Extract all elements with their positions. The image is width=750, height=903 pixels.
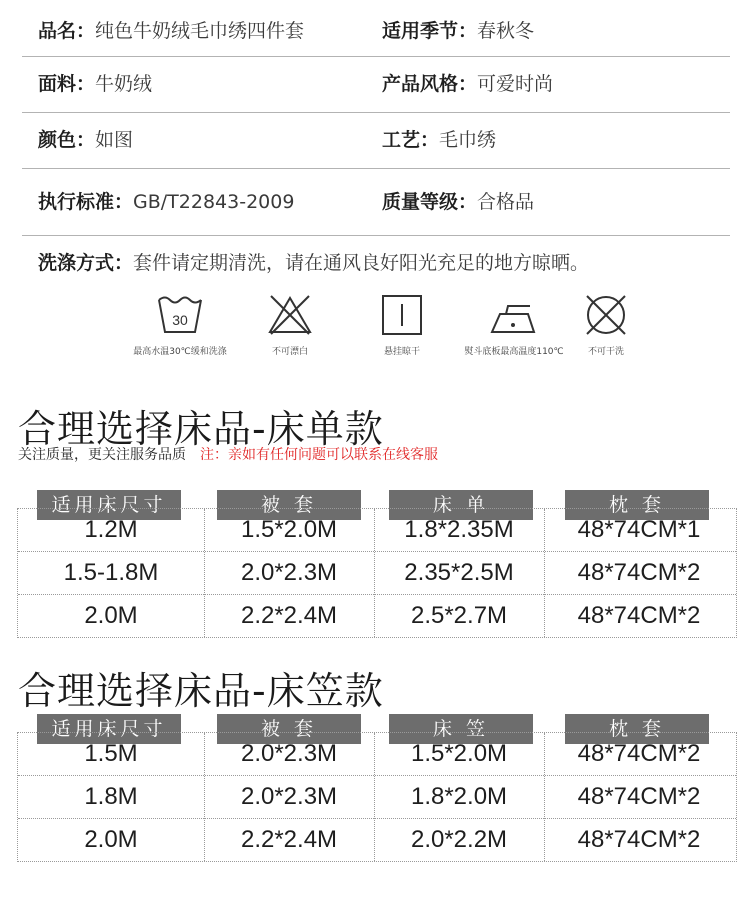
care-caption: 悬挂晾干	[383, 347, 420, 357]
cell-fitted-sheet: 2.0*2.2M	[410, 826, 508, 853]
cell-bed-size: 1.2M	[84, 516, 138, 543]
spec-label: 工艺：	[382, 129, 440, 151]
care-item-no-bleach	[230, 292, 350, 357]
cell-bed-size: 2.0M	[84, 826, 138, 853]
cell-sheet: 2.35*2.5M	[404, 559, 514, 586]
spec-label: 面料：	[38, 73, 96, 95]
subtitle-text: 关注质量，更关注服务品质	[18, 447, 186, 463]
wash-text: 套件请定期清洗，请在通风良好阳光充足的地方晾晒。	[133, 252, 590, 274]
header-pillowcase: 枕 套	[565, 490, 709, 520]
subtitle	[18, 444, 438, 464]
spec-value: GB/T22843-2009	[133, 191, 295, 213]
header-sheet: 床 单	[389, 490, 533, 520]
size-table-sheet	[17, 490, 737, 638]
header-pillowcase: 枕 套	[565, 714, 709, 744]
cell-pillowcase: 48*74CM*2	[577, 559, 701, 586]
spec-item-craft	[382, 113, 496, 168]
spec-value: 春秋冬	[477, 20, 535, 42]
wash-label: 洗涤方式：	[38, 252, 134, 274]
header-fitted-sheet: 床 笠	[389, 714, 533, 744]
spec-row	[22, 57, 730, 113]
spec-value: 可爱时尚	[477, 73, 554, 95]
spec-label: 执行标准：	[38, 191, 134, 213]
care-item-wash	[120, 292, 240, 357]
table-row	[18, 776, 736, 819]
cell-bed-size: 1.5-1.8M	[63, 559, 159, 586]
spec-item-season	[382, 0, 534, 62]
table-row	[18, 733, 736, 776]
cell-fitted-sheet: 1.8*2.0M	[410, 783, 508, 810]
spec-row	[22, 169, 730, 236]
section-title-sheet: 合理选择床品-床单款	[18, 407, 384, 451]
cell-sheet: 1.8*2.35M	[404, 516, 514, 543]
spec-item-name	[38, 0, 304, 62]
spec-grid	[22, 0, 730, 236]
service-note: 注：亲如有任何问题可以联系在线客服	[200, 447, 438, 463]
size-table-fitted	[17, 714, 737, 862]
no-bleach-icon	[265, 292, 315, 338]
hang-dry-icon	[377, 292, 427, 338]
care-caption: 不可漂白	[271, 347, 308, 357]
cell-pillowcase: 48*74CM*1	[577, 516, 701, 543]
cell-bed-size: 2.0M	[84, 602, 138, 629]
spec-label: 质量等级：	[382, 191, 478, 213]
wash-30-icon	[155, 292, 205, 338]
cell-duvet: 2.0*2.3M	[240, 783, 338, 810]
spec-item-color	[38, 113, 133, 168]
spec-label: 品名：	[38, 20, 96, 42]
care-item-no-dry-clean	[546, 292, 666, 357]
spec-value: 牛奶绒	[95, 73, 153, 95]
iron-icon	[484, 292, 544, 338]
cell-duvet: 2.0*2.3M	[240, 559, 338, 586]
cell-bed-size: 1.5M	[84, 740, 138, 767]
care-caption: 熨斗底板最高温度110℃	[464, 347, 564, 357]
spec-label: 颜色：	[38, 129, 96, 151]
spec-row	[22, 113, 730, 169]
cell-duvet: 2.0*2.3M	[240, 740, 338, 767]
spec-value: 合格品	[477, 191, 535, 213]
table-row	[18, 595, 736, 637]
wash-temperature: 30	[172, 312, 188, 328]
header-duvet: 被 套	[217, 714, 361, 744]
spec-label: 产品风格：	[382, 73, 478, 95]
header-duvet: 被 套	[217, 490, 361, 520]
spec-row	[22, 0, 730, 57]
cell-pillowcase: 48*74CM*2	[577, 826, 701, 853]
section-title-fitted: 合理选择床品-床笠款	[18, 669, 384, 713]
spec-label: 适用季节：	[382, 20, 478, 42]
table-row	[18, 552, 736, 595]
spec-value: 纯色牛奶绒毛巾绣四件套	[95, 20, 305, 42]
wash-instructions	[38, 248, 589, 275]
spec-item-standard	[38, 169, 294, 235]
care-caption: 不可干洗	[587, 347, 624, 357]
care-caption: 最高水温30℃缓和洗涤	[133, 347, 227, 357]
cell-duvet: 1.5*2.0M	[240, 516, 338, 543]
spec-item-fabric	[38, 57, 152, 112]
table-row	[18, 509, 736, 552]
cell-sheet: 2.5*2.7M	[410, 602, 508, 629]
spec-value: 毛巾绣	[439, 129, 497, 151]
header-bed-size: 适用床尺寸	[37, 714, 181, 744]
table-body	[17, 732, 737, 862]
spec-item-style	[382, 57, 553, 112]
table-row	[18, 819, 736, 861]
cell-pillowcase: 48*74CM*2	[577, 602, 701, 629]
cell-pillowcase: 48*74CM*2	[577, 783, 701, 810]
care-item-hang-dry	[342, 292, 462, 357]
care-icons	[120, 292, 640, 372]
spec-item-grade	[382, 169, 534, 235]
cell-duvet: 2.2*2.4M	[240, 602, 338, 629]
table-body	[17, 508, 737, 638]
cell-fitted-sheet: 1.5*2.0M	[410, 740, 508, 767]
spec-value: 如图	[95, 129, 134, 151]
no-dry-clean-icon	[581, 292, 631, 338]
cell-bed-size: 1.8M	[84, 783, 138, 810]
cell-pillowcase: 48*74CM*2	[577, 740, 701, 767]
cell-duvet: 2.2*2.4M	[240, 826, 338, 853]
header-bed-size: 适用床尺寸	[37, 490, 181, 520]
